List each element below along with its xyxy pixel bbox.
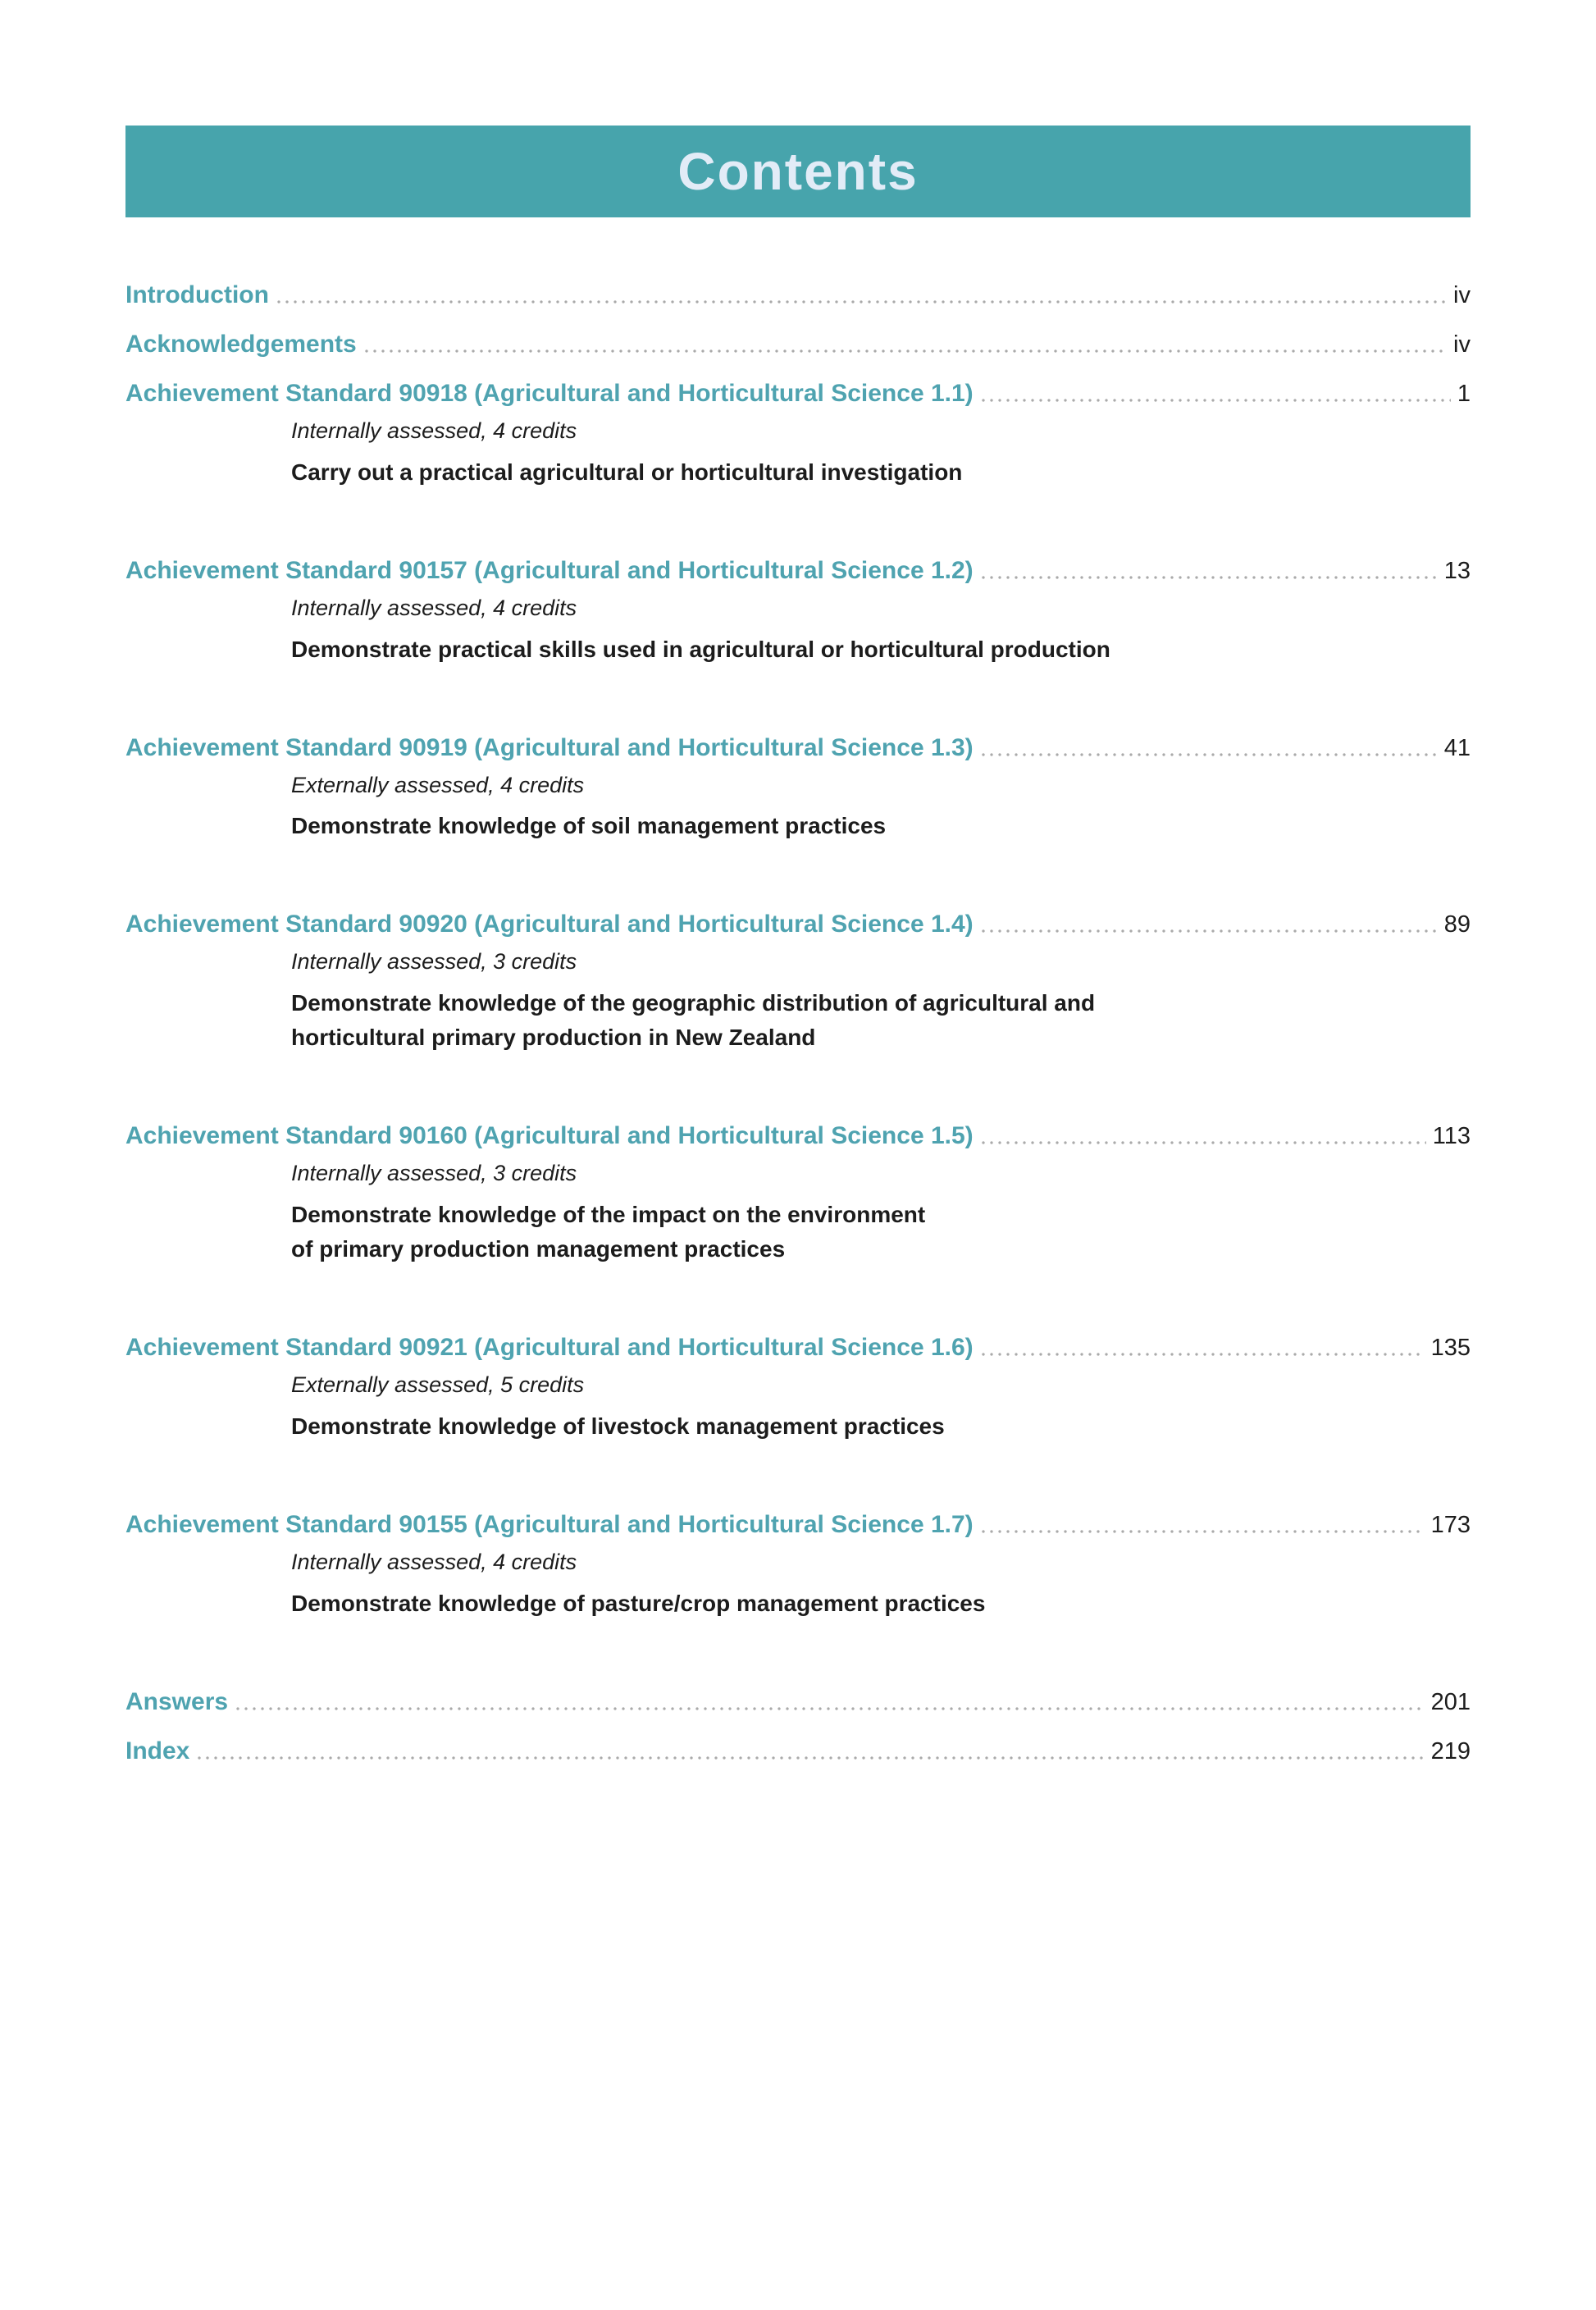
toc-entry-title: Achievement Standard 90919 (Agricultural and Horticultural Science 1.3) — [125, 733, 974, 761]
toc-entry-title: Achievement Standard 90160 (Agricultural and Horticultural Science 1.5) — [125, 1122, 974, 1150]
standard-block — [125, 557, 1471, 667]
toc-entry-row — [125, 331, 1471, 358]
standard-description — [291, 986, 1471, 1055]
toc-entry-page-number: 1 — [1457, 381, 1471, 407]
page-title: Contents — [677, 142, 919, 201]
standard-description-line: Demonstrate knowledge of the impact on the environment — [291, 1201, 926, 1227]
standard-description-line: Demonstrate knowledge of soil management practices — [291, 813, 887, 839]
toc-entry-title: Achievement Standard 90918 (Agricultural and Horticultural Science 1.1) — [125, 380, 974, 407]
assessment-note: Internally assessed, 4 credits — [291, 595, 577, 620]
dotted-leader — [236, 1707, 1425, 1710]
toc-entry-page-number: 173 — [1430, 1511, 1471, 1538]
standard-description — [291, 455, 1471, 490]
toc-back-matter — [125, 1688, 1471, 1765]
dotted-leader — [982, 399, 1451, 402]
toc-entry-page-number: 201 — [1430, 1688, 1471, 1715]
toc-entry-row — [125, 557, 1471, 585]
assessment-note: Internally assessed, 3 credits — [291, 1161, 577, 1186]
standard-description — [291, 632, 1471, 667]
standard-description-line: Demonstrate knowledge of livestock management practices — [291, 1413, 945, 1439]
standard-description — [291, 1409, 1471, 1444]
toc-entry-page-number: 135 — [1430, 1334, 1471, 1361]
standard-block — [125, 1122, 1471, 1267]
toc-entry-row — [125, 1122, 1471, 1150]
toc-entry-title: Index — [125, 1737, 190, 1764]
toc-entry-page-number: iv — [1453, 282, 1471, 308]
toc-entry-row — [125, 380, 1471, 408]
toc-entry-row — [125, 911, 1471, 938]
toc-entry-row — [125, 734, 1471, 762]
standard-block — [125, 1334, 1471, 1444]
standard-description-line: Demonstrate knowledge of the geographic distribution of agricultural and — [291, 990, 1096, 1016]
toc-entry-page-number: 13 — [1443, 557, 1471, 584]
standard-description-line: Carry out a practical agricultural or horticultural investigation — [291, 459, 963, 485]
assessment-note: Externally assessed, 4 credits — [291, 772, 585, 797]
dotted-leader — [982, 753, 1438, 756]
assessment-note: Internally assessed, 4 credits — [291, 1549, 577, 1574]
dotted-leader — [277, 300, 1447, 304]
dotted-leader — [365, 349, 1447, 353]
assessment-note: Externally assessed, 5 credits — [291, 1372, 585, 1397]
standard-description-line: of primary production management practices — [291, 1235, 786, 1262]
toc-entry-title: Achievement Standard 90920 (Agricultural and Horticultural Science 1.4) — [125, 911, 974, 938]
toc-entry-page-number: iv — [1453, 331, 1471, 358]
toc-standards — [125, 380, 1471, 1621]
standard-block — [125, 1511, 1471, 1621]
toc-entry-row — [125, 1511, 1471, 1539]
standard-description — [291, 1586, 1471, 1621]
toc-entry-title: Answers — [125, 1687, 229, 1715]
toc-entry-page-number: 113 — [1432, 1123, 1471, 1150]
dotted-leader — [982, 1530, 1425, 1533]
toc-entry-row — [125, 1688, 1471, 1716]
dotted-leader — [198, 1756, 1424, 1760]
standard-description-line: Demonstrate knowledge of pasture/crop management practices — [291, 1590, 986, 1616]
toc-entry-row — [125, 1737, 1471, 1765]
dotted-leader — [982, 1141, 1426, 1144]
assessment-note: Internally assessed, 4 credits — [291, 418, 577, 443]
standard-description — [291, 1198, 1471, 1267]
toc-entry-title: Acknowledgements — [125, 331, 357, 358]
toc-entry-row — [125, 1334, 1471, 1362]
contents-banner — [125, 126, 1471, 217]
standard-block — [125, 911, 1471, 1055]
toc-entry-page-number: 219 — [1430, 1737, 1471, 1764]
toc-entry-title: Introduction — [125, 281, 269, 308]
standard-description-line: Demonstrate practical skills used in agricultural or horticultural production — [291, 636, 1110, 662]
dotted-leader — [982, 576, 1438, 579]
toc-entry-row — [125, 281, 1471, 309]
standard-description-line: horticultural primary production in New Zealand — [291, 1025, 816, 1051]
dotted-leader — [982, 929, 1438, 933]
standard-description — [291, 809, 1471, 843]
toc-entry-title: Achievement Standard 90155 (Agricultural and Horticultural Science 1.7) — [125, 1510, 974, 1538]
toc — [0, 217, 1596, 1765]
toc-entry-page-number: 89 — [1443, 911, 1471, 938]
toc-entry-title: Achievement Standard 90921 (Agricultural and Horticultural Science 1.6) — [125, 1333, 974, 1361]
dotted-leader — [982, 1353, 1425, 1356]
standard-block — [125, 380, 1471, 490]
assessment-note: Internally assessed, 3 credits — [291, 949, 577, 975]
toc-entry-page-number: 41 — [1443, 734, 1471, 761]
toc-front-matter — [125, 281, 1471, 358]
toc-entry-title: Achievement Standard 90157 (Agricultural and Horticultural Science 1.2) — [125, 556, 974, 584]
standard-block — [125, 734, 1471, 844]
